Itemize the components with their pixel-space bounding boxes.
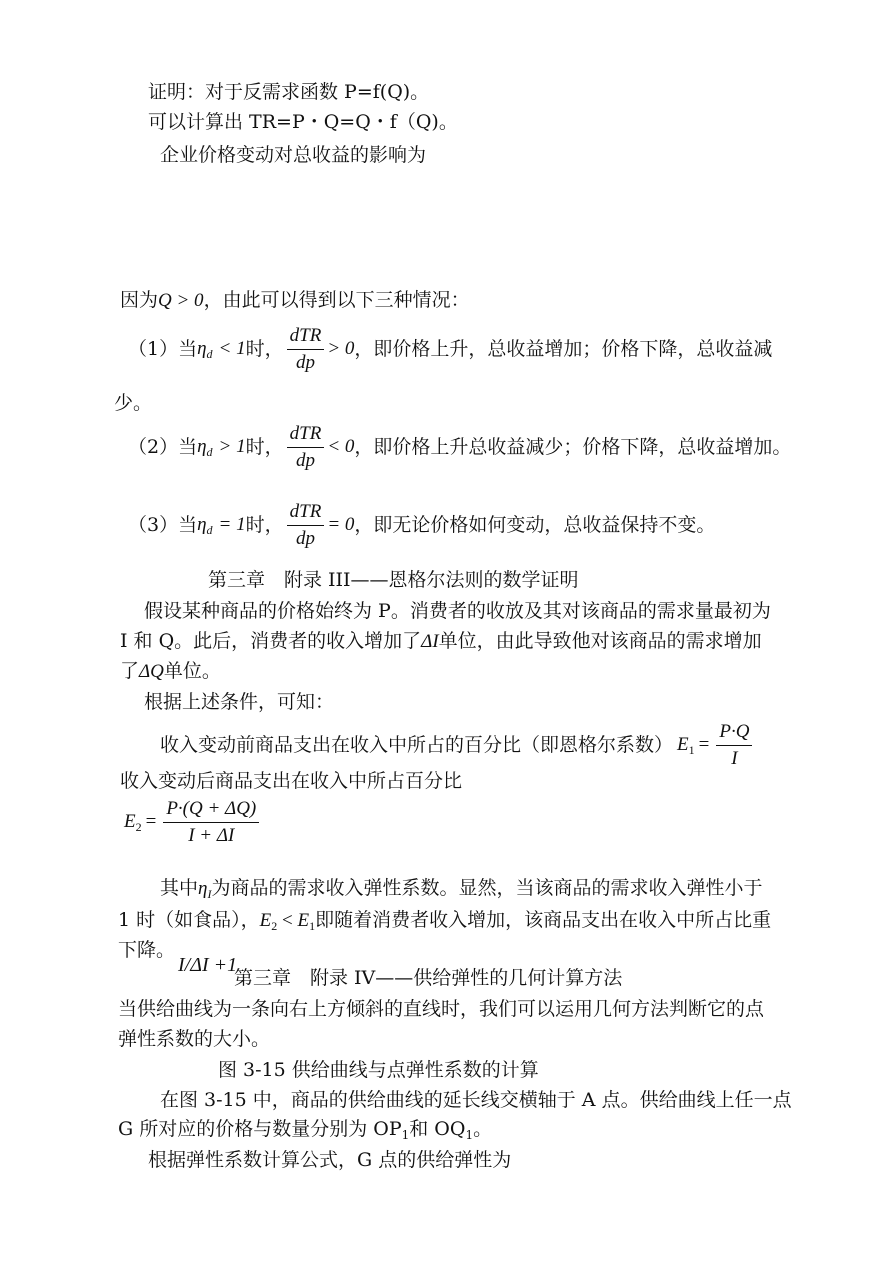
case-1-text: ，即价格上升，总收益增加；价格下降，总收益减 <box>354 338 773 360</box>
case-3-text: ，即无论价格如何变动，总收益保持不变。 <box>354 514 716 536</box>
appendix-iii-para-1b: I 和 Q。此后，消费者的收入增加了ΔI单位，由此导致他对该商品的需求增加 <box>120 630 762 652</box>
case-3-relation: = 0 <box>327 514 355 535</box>
q-positive-math: Q > 0 <box>158 290 204 311</box>
appendix-iii-title: 第三章 附录 III——恩格尔法则的数学证明 <box>208 569 579 591</box>
case-2 <box>128 420 791 474</box>
appendix-iii-para-7: 下降。 <box>118 939 176 961</box>
case-3 <box>128 498 715 552</box>
appendix-iv-para-3: 根据弹性系数计算公式，G 点的供给弹性为 <box>148 1149 512 1171</box>
appendix-iv-para-2b: G 所对应的价格与数量分别为 $OP_1$和 $OQ_1$。 <box>118 1118 493 1142</box>
tr-line: 可以计算出 TR=P・Q=Q・f（Q)。 <box>148 111 458 133</box>
case-1 <box>128 322 772 376</box>
case-1-continued: 少。 <box>114 392 153 414</box>
engel-e1-line <box>160 718 755 772</box>
e2-lt-e1-math: $E_2 < E_1$ <box>259 910 316 933</box>
figure-caption: 图 3-15 供给曲线与点弹性系数的计算 <box>218 1059 539 1081</box>
proof-line: 证明：对于反需求函数 P=f(Q)。 <box>148 81 430 103</box>
e2-equals: = <box>145 811 157 832</box>
appendix-iii-para-2: 根据上述条件，可知： <box>144 691 335 713</box>
dtr-dp-fraction: $\frac{\text{dTR}}{dp}$ <box>287 423 325 472</box>
effect-line: 企业价格变动对总收益的影响为 <box>160 144 427 166</box>
case-2-label: （2）当 <box>128 436 198 458</box>
case-1-shi: 时， <box>245 338 284 360</box>
appendix-iii-para-1c: 了ΔQ单位。 <box>120 660 221 682</box>
because-line <box>120 288 470 313</box>
stray-formula: I/ΔI +1 <box>178 954 238 976</box>
appendix-iv-para-1a: 当供给曲线为一条向右上方倾斜的直线时，我们可以运用几何方法判断它的点 <box>118 998 765 1020</box>
e2-fraction: $\frac{P\cdot(Q + \Delta Q)}{I + \Delta I}$ <box>163 798 259 847</box>
eta-i-symbol: $\eta_I$ <box>198 878 212 901</box>
delta-q-math: ΔQ <box>139 661 164 682</box>
case-3-shi: 时， <box>245 514 284 536</box>
e1-fraction: $\frac{P\cdot Q}{I}$ <box>716 721 752 770</box>
engel-e2-text: 收入变动后商品支出在收入中所占百分比 <box>120 770 463 792</box>
dtr-dp-fraction: $\frac{\text{dTR}}{dp}$ <box>287 325 325 374</box>
engel-e2-formula <box>124 794 262 850</box>
dtr-dp-fraction: $\frac{\text{dTR}}{dp}$ <box>287 501 325 550</box>
case-1-relation: > 0 <box>327 338 355 359</box>
appendix-iv-para-2a: 在图 3-15 中，商品的供给曲线的延长线交横轴于 A 点。供给曲线上任一点 <box>160 1089 792 1111</box>
case-2-relation: < 0 <box>327 436 355 457</box>
e2-symbol: $E_2$ <box>124 811 142 834</box>
delta-i-math: ΔI <box>421 631 439 652</box>
case-1-condition: < 1 <box>218 338 246 359</box>
appendix-iv-para-1b: 弹性系数的大小。 <box>118 1028 271 1050</box>
appendix-iii-para-1: 假设某种商品的价格始终为 P。消费者的收放及其对该商品的需求量最初为 <box>144 600 771 622</box>
case-1-label: （1）当 <box>128 338 198 360</box>
eta-symbol: $\eta_d$ <box>197 436 213 459</box>
eta-symbol: $\eta_d$ <box>197 514 213 537</box>
case-2-condition: > 1 <box>218 436 246 457</box>
case-3-label: （3）当 <box>128 514 198 536</box>
case-2-shi: 时， <box>245 436 284 458</box>
because-text: 因为 <box>120 289 159 311</box>
appendix-iii-para-5: 其中$\eta_I$为商品的需求收入弹性系数。显然，当该商品的需求收入弹性小于 <box>160 877 763 901</box>
appendix-iv-title: 第三章 附录 IV——供给弹性的几何计算方法 <box>234 967 623 989</box>
three-cases-text: ，由此可以得到以下三种情况： <box>203 289 470 311</box>
engel-e1-text: 收入变动前商品支出在收入中所占的百分比（即恩格尔系数） <box>160 734 674 756</box>
e1-symbol: $E_1$ <box>677 734 695 757</box>
case-2-text: ，即价格上升总收益减少；价格下降，总收益增加。 <box>354 436 792 458</box>
eta-symbol: $\eta_d$ <box>197 338 213 361</box>
e1-equals: = <box>698 734 710 755</box>
appendix-iii-para-6: 1 时（如食品），$E_2 < E_1$即随着消费者收入增加，该商品支出在收入中所占比重 <box>118 909 772 933</box>
case-3-condition: = 1 <box>218 514 246 535</box>
